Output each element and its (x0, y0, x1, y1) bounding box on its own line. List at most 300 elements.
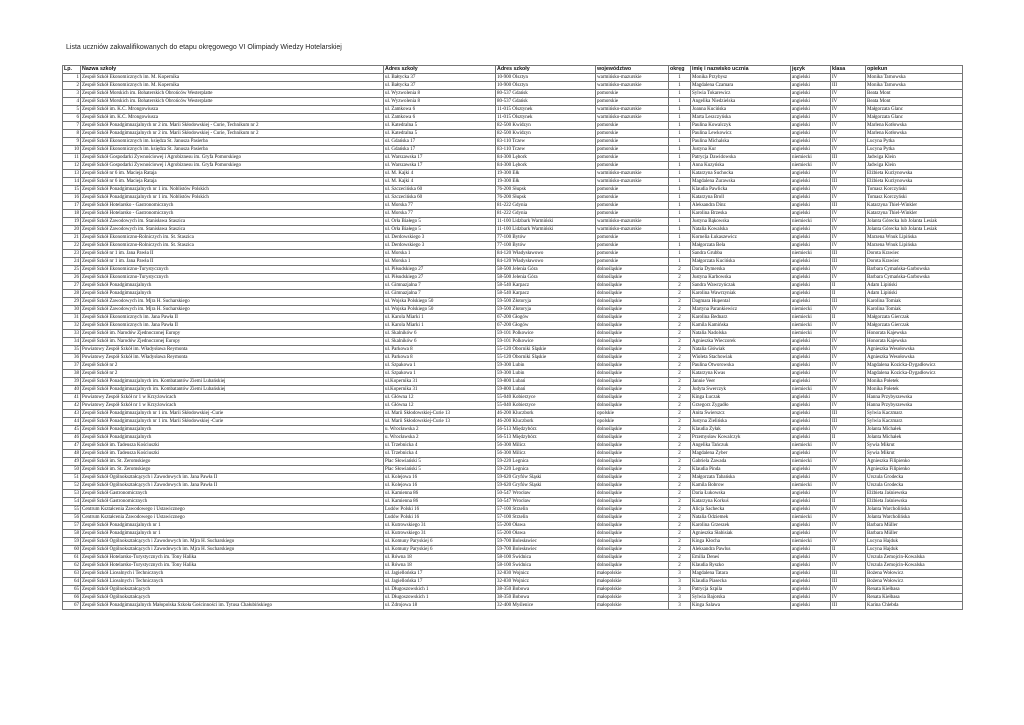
cell-lp: 38 (63, 370, 81, 378)
cell-district: 2 (669, 362, 691, 370)
cell-lp: 44 (63, 418, 81, 426)
cell-supervisor: Elżbieta Kurżynowska (866, 170, 963, 178)
cell-class: IV (831, 474, 866, 482)
cell-district: 2 (669, 522, 691, 530)
cell-lp: 10 (63, 146, 81, 154)
cell-class: III (831, 250, 866, 258)
cell-student-name: Angelika Niedzielska (691, 98, 791, 106)
table-row (63, 186, 963, 194)
cell-student-name: Karolina Brzeska (691, 210, 791, 218)
cell-voivodeship: warmińsko-mazurskie (596, 218, 669, 226)
cell-voivodeship: dolnośląskie (596, 402, 669, 410)
cell-school-street: ul. Kamienna 86 (384, 490, 496, 498)
cell-class: IV (831, 146, 866, 154)
cell-school-city: 67-200 Głogów (496, 322, 596, 330)
cell-class: IV (831, 210, 866, 218)
cell-voivodeship: pomorskie (596, 122, 669, 130)
cell-supervisor: Beata Mont (866, 90, 963, 98)
cell-supervisor: Małgorzata Gierczak (866, 322, 963, 330)
cell-language: angielski (791, 498, 831, 506)
cell-class: II (831, 434, 866, 442)
cell-student-name: Alicja Sachecka (691, 506, 791, 514)
table-row (63, 114, 963, 122)
cell-school-name: Zespół Szkół nr 1 im. Jana Pawła II (81, 258, 384, 266)
cell-language: angielski (791, 602, 831, 610)
cell-school-street: ul. Gimnazjalna 7 (384, 290, 496, 298)
cell-school-street: ul. Gdańska 17 (384, 138, 496, 146)
cell-voivodeship: pomorskie (596, 138, 669, 146)
cell-student-name: Katarzyna Kwas (691, 370, 791, 378)
cell-class: IV (831, 226, 866, 234)
cell-class: IV (831, 322, 866, 330)
cell-school-street: ul. Karola Miarki 1 (384, 322, 496, 330)
cell-voivodeship: dolnośląskie (596, 314, 669, 322)
table-row (63, 154, 963, 162)
cell-student-name: Katarzyna Suchocka (691, 170, 791, 178)
table-row (63, 250, 963, 258)
cell-school-street: ul. Parkowa 8 (384, 346, 496, 354)
cell-voivodeship: dolnośląskie (596, 298, 669, 306)
cell-school-city: 59-220 Legnica (496, 458, 596, 466)
cell-voivodeship: dolnośląskie (596, 506, 669, 514)
cell-school-name: Zespół Szkół Ekonomiczno-Turystycznych (81, 266, 384, 274)
cell-voivodeship: pomorskie (596, 242, 669, 250)
table-row (63, 458, 963, 466)
cell-class: IV (831, 586, 866, 594)
cell-school-name: Zespół Szkół nr 1 im. Jana Pawła II (81, 250, 384, 258)
cell-school-street: ul. Szczecińska 60 (384, 194, 496, 202)
table-row (63, 266, 963, 274)
cell-lp: 62 (63, 562, 81, 570)
cell-language: angielski (791, 202, 831, 210)
cell-voivodeship: pomorskie (596, 194, 669, 202)
cell-school-city: 77-100 Bytów (496, 242, 596, 250)
cell-district: 1 (669, 250, 691, 258)
cell-school-street: ul. Długoszowskich 1 (384, 594, 496, 602)
table-row (63, 258, 963, 266)
cell-voivodeship: pomorskie (596, 154, 669, 162)
cell-school-name: Zespół Szkół Ponadgimnazjalnych im. Kombatantów Ziemi Lubańskiej (81, 386, 384, 394)
cell-school-name: Zespół Szkół nr 2 (81, 362, 384, 370)
cell-student-name: Natalia Nadolska (691, 330, 791, 338)
cell-district: 2 (669, 410, 691, 418)
cell-supervisor: Marzena Wnuk Lipińska (866, 234, 963, 242)
cell-school-name: Zespół Szkół Ponadgimnazjalnych (81, 426, 384, 434)
cell-voivodeship: małopolskie (596, 578, 669, 586)
cell-voivodeship: dolnośląskie (596, 370, 669, 378)
cell-school-street: ul. Równa 18 (384, 562, 496, 570)
cell-school-city: 59-500 Złotoryja (496, 306, 596, 314)
cell-voivodeship: opolskie (596, 410, 669, 418)
cell-supervisor: Barbara Müller (866, 530, 963, 538)
cell-district: 2 (669, 290, 691, 298)
cell-school-street: ul. Orła Białego 5 (384, 226, 496, 234)
cell-lp: 58 (63, 530, 81, 538)
cell-student-name: Wioleta Stachowiak (691, 354, 791, 362)
cell-district: 2 (669, 474, 691, 482)
cell-voivodeship: warmińsko-mazurskie (596, 226, 669, 234)
cell-language: angielski (791, 394, 831, 402)
cell-voivodeship: dolnośląskie (596, 490, 669, 498)
cell-student-name: Marta Leszczyńska (691, 114, 791, 122)
cell-voivodeship: dolnośląskie (596, 354, 669, 362)
table-row (63, 530, 963, 538)
cell-voivodeship: opolskie (596, 418, 669, 426)
cell-school-name: Zespół Szkół Morskich im. Bohaterskich Obrońców Westerplatte (81, 98, 384, 106)
cell-school-city: 50-547 Wrocław (496, 490, 596, 498)
cell-lp: 17 (63, 202, 81, 210)
cell-language: angielski (791, 530, 831, 538)
table-row (63, 554, 963, 562)
cell-lp: 25 (63, 266, 81, 274)
cell-school-name: Zespół Szkół Ogólnokształcących i Zawodowych im. Jana Pawła II (81, 474, 384, 482)
table-row (63, 218, 963, 226)
table-row (63, 578, 963, 586)
cell-student-name: Sandra Wawrzyńczak (691, 282, 791, 290)
cell-class: II (831, 314, 866, 322)
cell-voivodeship: pomorskie (596, 210, 669, 218)
table-row (63, 98, 963, 106)
table-row (63, 138, 963, 146)
cell-school-city: 57-100 Strzelin (496, 506, 596, 514)
table-row (63, 178, 963, 186)
table-row (63, 370, 963, 378)
cell-student-name: Paulina Kowalczyk (691, 122, 791, 130)
cell-school-street: ul. Główna 12 (384, 402, 496, 410)
cell-voivodeship: dolnośląskie (596, 498, 669, 506)
cell-class: IV (831, 122, 866, 130)
cell-school-street: ul. Gimnazjalna 7 (384, 282, 496, 290)
table-row (63, 282, 963, 290)
cell-lp: 30 (63, 306, 81, 314)
table-row (63, 234, 963, 242)
cell-school-street: ul. Orła Białego 5 (384, 218, 496, 226)
cell-class: IV (831, 354, 866, 362)
column-header-school-city: Adres szkoły (496, 66, 596, 74)
cell-supervisor: Lucyna Hajduk (866, 546, 963, 554)
column-header-school-name: Nazwa szkoły (81, 66, 384, 74)
cell-school-city: 55-040 Kobierzyce (496, 394, 596, 402)
cell-language: niemiecki (791, 442, 831, 450)
cell-school-street: ul. Morska 1 (384, 258, 496, 266)
cell-school-city: 56-300 Milicz (496, 450, 596, 458)
cell-district: 2 (669, 538, 691, 546)
cell-lp: 23 (63, 250, 81, 258)
cell-school-city: 55-040 Kobierzyce (496, 402, 596, 410)
cell-school-street: ul. Komuny Paryskiej 6 (384, 538, 496, 546)
cell-student-name: Klaudia Ryszko (691, 562, 791, 570)
cell-district: 2 (669, 298, 691, 306)
cell-district: 1 (669, 154, 691, 162)
cell-school-city: 59-700 Bolesławiec (496, 538, 596, 546)
cell-supervisor: Hanna Przybyszewska (866, 402, 963, 410)
cell-school-city: 56-513 Międzybórz (496, 434, 596, 442)
cell-student-name: Paulina Lewkowicz (691, 130, 791, 138)
cell-school-city: 59-300 Lubin (496, 370, 596, 378)
cell-class: IV (831, 490, 866, 498)
cell-language: niemiecki (791, 482, 831, 490)
cell-language: angielski (791, 114, 831, 122)
cell-lp: 33 (63, 330, 81, 338)
cell-district: 2 (669, 546, 691, 554)
cell-district: 1 (669, 114, 691, 122)
cell-supervisor: Agnieszka Filipienko (866, 466, 963, 474)
cell-class: IV (831, 458, 866, 466)
cell-school-name: Zespół Szkół im. St. Żeromskiego (81, 458, 384, 466)
cell-student-name: Judyta Swerczyk (691, 386, 791, 394)
cell-district: 2 (669, 482, 691, 490)
cell-district: 2 (669, 458, 691, 466)
column-header-district: okręg (669, 66, 691, 74)
cell-language: angielski (791, 586, 831, 594)
cell-lp: 31 (63, 314, 81, 322)
cell-class: III (831, 578, 866, 586)
cell-lp: 43 (63, 410, 81, 418)
cell-language: angielski (791, 474, 831, 482)
cell-school-city: 57-100 Strzelin (496, 514, 596, 522)
cell-class: IV (831, 506, 866, 514)
cell-district: 2 (669, 394, 691, 402)
cell-class: II (831, 290, 866, 298)
cell-supervisor: Tomasz Korczyński (866, 186, 963, 194)
cell-voivodeship: dolnośląskie (596, 482, 669, 490)
cell-student-name: Jannie Veer (691, 378, 791, 386)
cell-school-name: Zespół Szkół Ponadgimnazjalnych nr 1 im. Marii Skłodowskiej -Curie (81, 410, 384, 418)
cell-school-street: ul. Wyzwolenia 8 (384, 90, 496, 98)
cell-district: 1 (669, 170, 691, 178)
cell-school-street: ul. Szczecińska 60 (384, 186, 496, 194)
cell-language: niemiecki (791, 514, 831, 522)
cell-student-name: Justyna Karbowska (691, 274, 791, 282)
cell-voivodeship: pomorskie (596, 250, 669, 258)
cell-class: IV (831, 426, 866, 434)
cell-school-name: Zespół Szkół Ekonomicznych im. M. Kopernika (81, 82, 384, 90)
cell-supervisor: Beata Mont (866, 98, 963, 106)
cell-school-city: 59-800 Lubań (496, 378, 596, 386)
cell-school-name: Zespół Szkół Ogólnokształcących i Zawodowych im. Mjra H. Sucharskiego (81, 546, 384, 554)
cell-class: IV (831, 130, 866, 138)
cell-voivodeship: dolnośląskie (596, 322, 669, 330)
table-row (63, 226, 963, 234)
cell-class: IV (831, 362, 866, 370)
cell-school-city: 83-110 Tczew (496, 146, 596, 154)
cell-district: 2 (669, 274, 691, 282)
cell-district: 2 (669, 314, 691, 322)
cell-district: 1 (669, 186, 691, 194)
cell-supervisor: Honorata Kajewska (866, 338, 963, 346)
table-row (63, 362, 963, 370)
cell-language: angielski (791, 450, 831, 458)
cell-school-city: 32-830 Wojnicz (496, 570, 596, 578)
cell-supervisor: Katarzyna Thiel-Winkler (866, 202, 963, 210)
cell-class: IV (831, 386, 866, 394)
cell-student-name: Emilia Deneś (691, 554, 791, 562)
table-row (63, 490, 963, 498)
table-row (63, 594, 963, 602)
cell-supervisor: Barbara Cymańska-Garbowska (866, 266, 963, 274)
table-row (63, 306, 963, 314)
cell-language: angielski (791, 266, 831, 274)
cell-school-name: Zespół Szkół Morskich im. Bohaterskich Obrońców Westerplatte (81, 90, 384, 98)
cell-voivodeship: dolnośląskie (596, 546, 669, 554)
cell-school-street: ul. Karola Miarki 1 (384, 314, 496, 322)
cell-language: angielski (791, 138, 831, 146)
cell-language: niemiecki (791, 386, 831, 394)
cell-lp: 6 (63, 114, 81, 122)
table-row (63, 410, 963, 418)
cell-class: IV (831, 218, 866, 226)
cell-student-name: Małgorzata Bela (691, 242, 791, 250)
cell-supervisor: Adam Lipiński (866, 290, 963, 298)
cell-district: 1 (669, 74, 691, 82)
cell-voivodeship: dolnośląskie (596, 450, 669, 458)
cell-lp: 4 (63, 98, 81, 106)
table-row (63, 146, 963, 154)
cell-supervisor: Katarzyna Thiel-Winkler (866, 210, 963, 218)
cell-language: angielski (791, 234, 831, 242)
cell-lp: 35 (63, 346, 81, 354)
cell-school-name: Zespół Szkół Ponadgimnazjalnych (81, 282, 384, 290)
cell-class: IV (831, 370, 866, 378)
table-row (63, 202, 963, 210)
cell-lp: 11 (63, 154, 81, 162)
cell-district: 3 (669, 578, 691, 586)
cell-student-name: Paulina Otworowska (691, 362, 791, 370)
table-row (63, 106, 963, 114)
cell-supervisor: Sylwia Kaczmarz (866, 410, 963, 418)
cell-supervisor: Agnieszka Wesołowska (866, 346, 963, 354)
cell-student-name: Kamila Bobrow (691, 482, 791, 490)
cell-supervisor: Elżbieta Jaśniewska (866, 498, 963, 506)
cell-school-city: 84-120 Władysławowo (496, 250, 596, 258)
cell-school-street: ul. Zdrojowa 18 (384, 602, 496, 610)
cell-school-city: 59-620 Gryfów Śląski (496, 474, 596, 482)
cell-voivodeship: dolnośląskie (596, 562, 669, 570)
cell-school-city: 46-200 Kluczbork (496, 418, 596, 426)
cell-school-name: Zespół Szkół Ponadgimnazjalnych nr 1 im. Marii Skłodowskiej -Curie (81, 418, 384, 426)
cell-lp: 18 (63, 210, 81, 218)
cell-school-street: ul. Piłsudskiego 27 (384, 266, 496, 274)
cell-school-city: 56-513 Międzybórz (496, 426, 596, 434)
cell-voivodeship: dolnośląskie (596, 290, 669, 298)
cell-district: 1 (669, 258, 691, 266)
cell-school-street: ul. Morska 1 (384, 250, 496, 258)
cell-student-name: Kamila Kamińska (691, 322, 791, 330)
cell-school-city: 11-015 Olsztynek (496, 114, 596, 122)
cell-class: IV (831, 74, 866, 82)
cell-lp: 28 (63, 290, 81, 298)
cell-supervisor: Jadwiga Klein (866, 154, 963, 162)
cell-school-name: Zespół Szkół Gastronomicznych (81, 498, 384, 506)
cell-school-name: Zespół Szkół Licealnych i Technicznych (81, 570, 384, 578)
cell-school-street: ul. Katedralna 5 (384, 122, 496, 130)
cell-class: IV (831, 114, 866, 122)
cell-school-street: ul. Warszawska 17 (384, 154, 496, 162)
cell-language: angielski (791, 226, 831, 234)
cell-district: 2 (669, 330, 691, 338)
cell-district: 2 (669, 266, 691, 274)
cell-student-name: Klaudia Żyłak (691, 426, 791, 434)
cell-school-city: 58-100 Świdnica (496, 554, 596, 562)
cell-supervisor: Bożena Wołowicz (866, 578, 963, 586)
cell-district: 1 (669, 242, 691, 250)
cell-language: niemiecki (791, 306, 831, 314)
cell-voivodeship: pomorskie (596, 258, 669, 266)
column-header-lp: Lp. (63, 66, 81, 74)
cell-student-name: Justyna Bąkowska (691, 218, 791, 226)
cell-school-city: 38-350 Bobowa (496, 594, 596, 602)
cell-language: angielski (791, 178, 831, 186)
cell-school-city: 83-110 Tczew (496, 138, 596, 146)
cell-school-city: 58-540 Karpacz (496, 290, 596, 298)
table-row (63, 546, 963, 554)
cell-class: IV (831, 402, 866, 410)
cell-school-city: 10-900 Olsztyn (496, 74, 596, 82)
cell-supervisor: Dorota Krawiec (866, 258, 963, 266)
cell-language: angielski (791, 434, 831, 442)
cell-school-street: ul. Bałtycka 37 (384, 74, 496, 82)
cell-school-city: 32-400 Myślenice (496, 602, 596, 610)
cell-language: angielski (791, 370, 831, 378)
cell-language: angielski (791, 346, 831, 354)
cell-district: 2 (669, 562, 691, 570)
cell-school-city: 82-500 Kwidzyn (496, 122, 596, 130)
cell-school-name: Zespół Szkół Ponadgimnazjalnych nr 2 im. Marii Skłodowskiej - Curie, Technikum nr 2 (81, 130, 384, 138)
cell-student-name: Justyna Kur (691, 146, 791, 154)
cell-language: angielski (791, 210, 831, 218)
cell-lp: 40 (63, 386, 81, 394)
cell-lp: 1 (63, 74, 81, 82)
cell-lp: 5 (63, 106, 81, 114)
cell-lp: 66 (63, 594, 81, 602)
cell-voivodeship: dolnośląskie (596, 386, 669, 394)
cell-school-street: ul. Zamkowa 6 (384, 106, 496, 114)
cell-class: IV (831, 274, 866, 282)
cell-school-name: Zespół Szkół Ponadgimnazjalnych nr 1 (81, 522, 384, 530)
cell-language: angielski (791, 82, 831, 90)
cell-voivodeship: warmińsko-mazurskie (596, 114, 669, 122)
table-row (63, 338, 963, 346)
cell-class: IV (831, 522, 866, 530)
cell-lp: 22 (63, 242, 81, 250)
column-header-class: klasa (831, 66, 866, 74)
cell-school-street: Ludów Polski 16 (384, 514, 496, 522)
cell-lp: 41 (63, 394, 81, 402)
cell-school-name: Zespół Szkół Ponadgimnazjalnych nr 2 im. Marii Skłodowskiej - Curie, Technikum nr 2 (81, 122, 384, 130)
cell-district: 2 (669, 282, 691, 290)
cell-student-name: Aleksandra Pawlus (691, 546, 791, 554)
table-row (63, 442, 963, 450)
cell-lp: 12 (63, 162, 81, 170)
cell-school-name: Centrum Kształcenia Zawodowego i Ustawicznego (81, 514, 384, 522)
cell-district: 2 (669, 514, 691, 522)
cell-student-name: Przemysław Kowalczyk (691, 434, 791, 442)
cell-district: 1 (669, 146, 691, 154)
cell-voivodeship: dolnośląskie (596, 282, 669, 290)
cell-student-name: Kinga Kłocha (691, 538, 791, 546)
column-header-student-name: imię i nazwisko ucznia (691, 66, 791, 74)
cell-language: angielski (791, 562, 831, 570)
cell-school-name: Zespół Szkół Ponadgimnazjalnych nr 1 im. Noblistów Polskich (81, 194, 384, 202)
table-row (63, 426, 963, 434)
cell-student-name: Agnieszka Słabisiak (691, 530, 791, 538)
cell-district: 1 (669, 122, 691, 130)
cell-supervisor: Małgorzata Gierczak (866, 314, 963, 322)
cell-school-city: 10-900 Olsztyn (496, 82, 596, 90)
cell-school-name: Zespół Szkół Ponadgimnazjalnych (81, 434, 384, 442)
cell-supervisor: Małgorzata Glanc (866, 106, 963, 114)
table-row (63, 82, 963, 90)
